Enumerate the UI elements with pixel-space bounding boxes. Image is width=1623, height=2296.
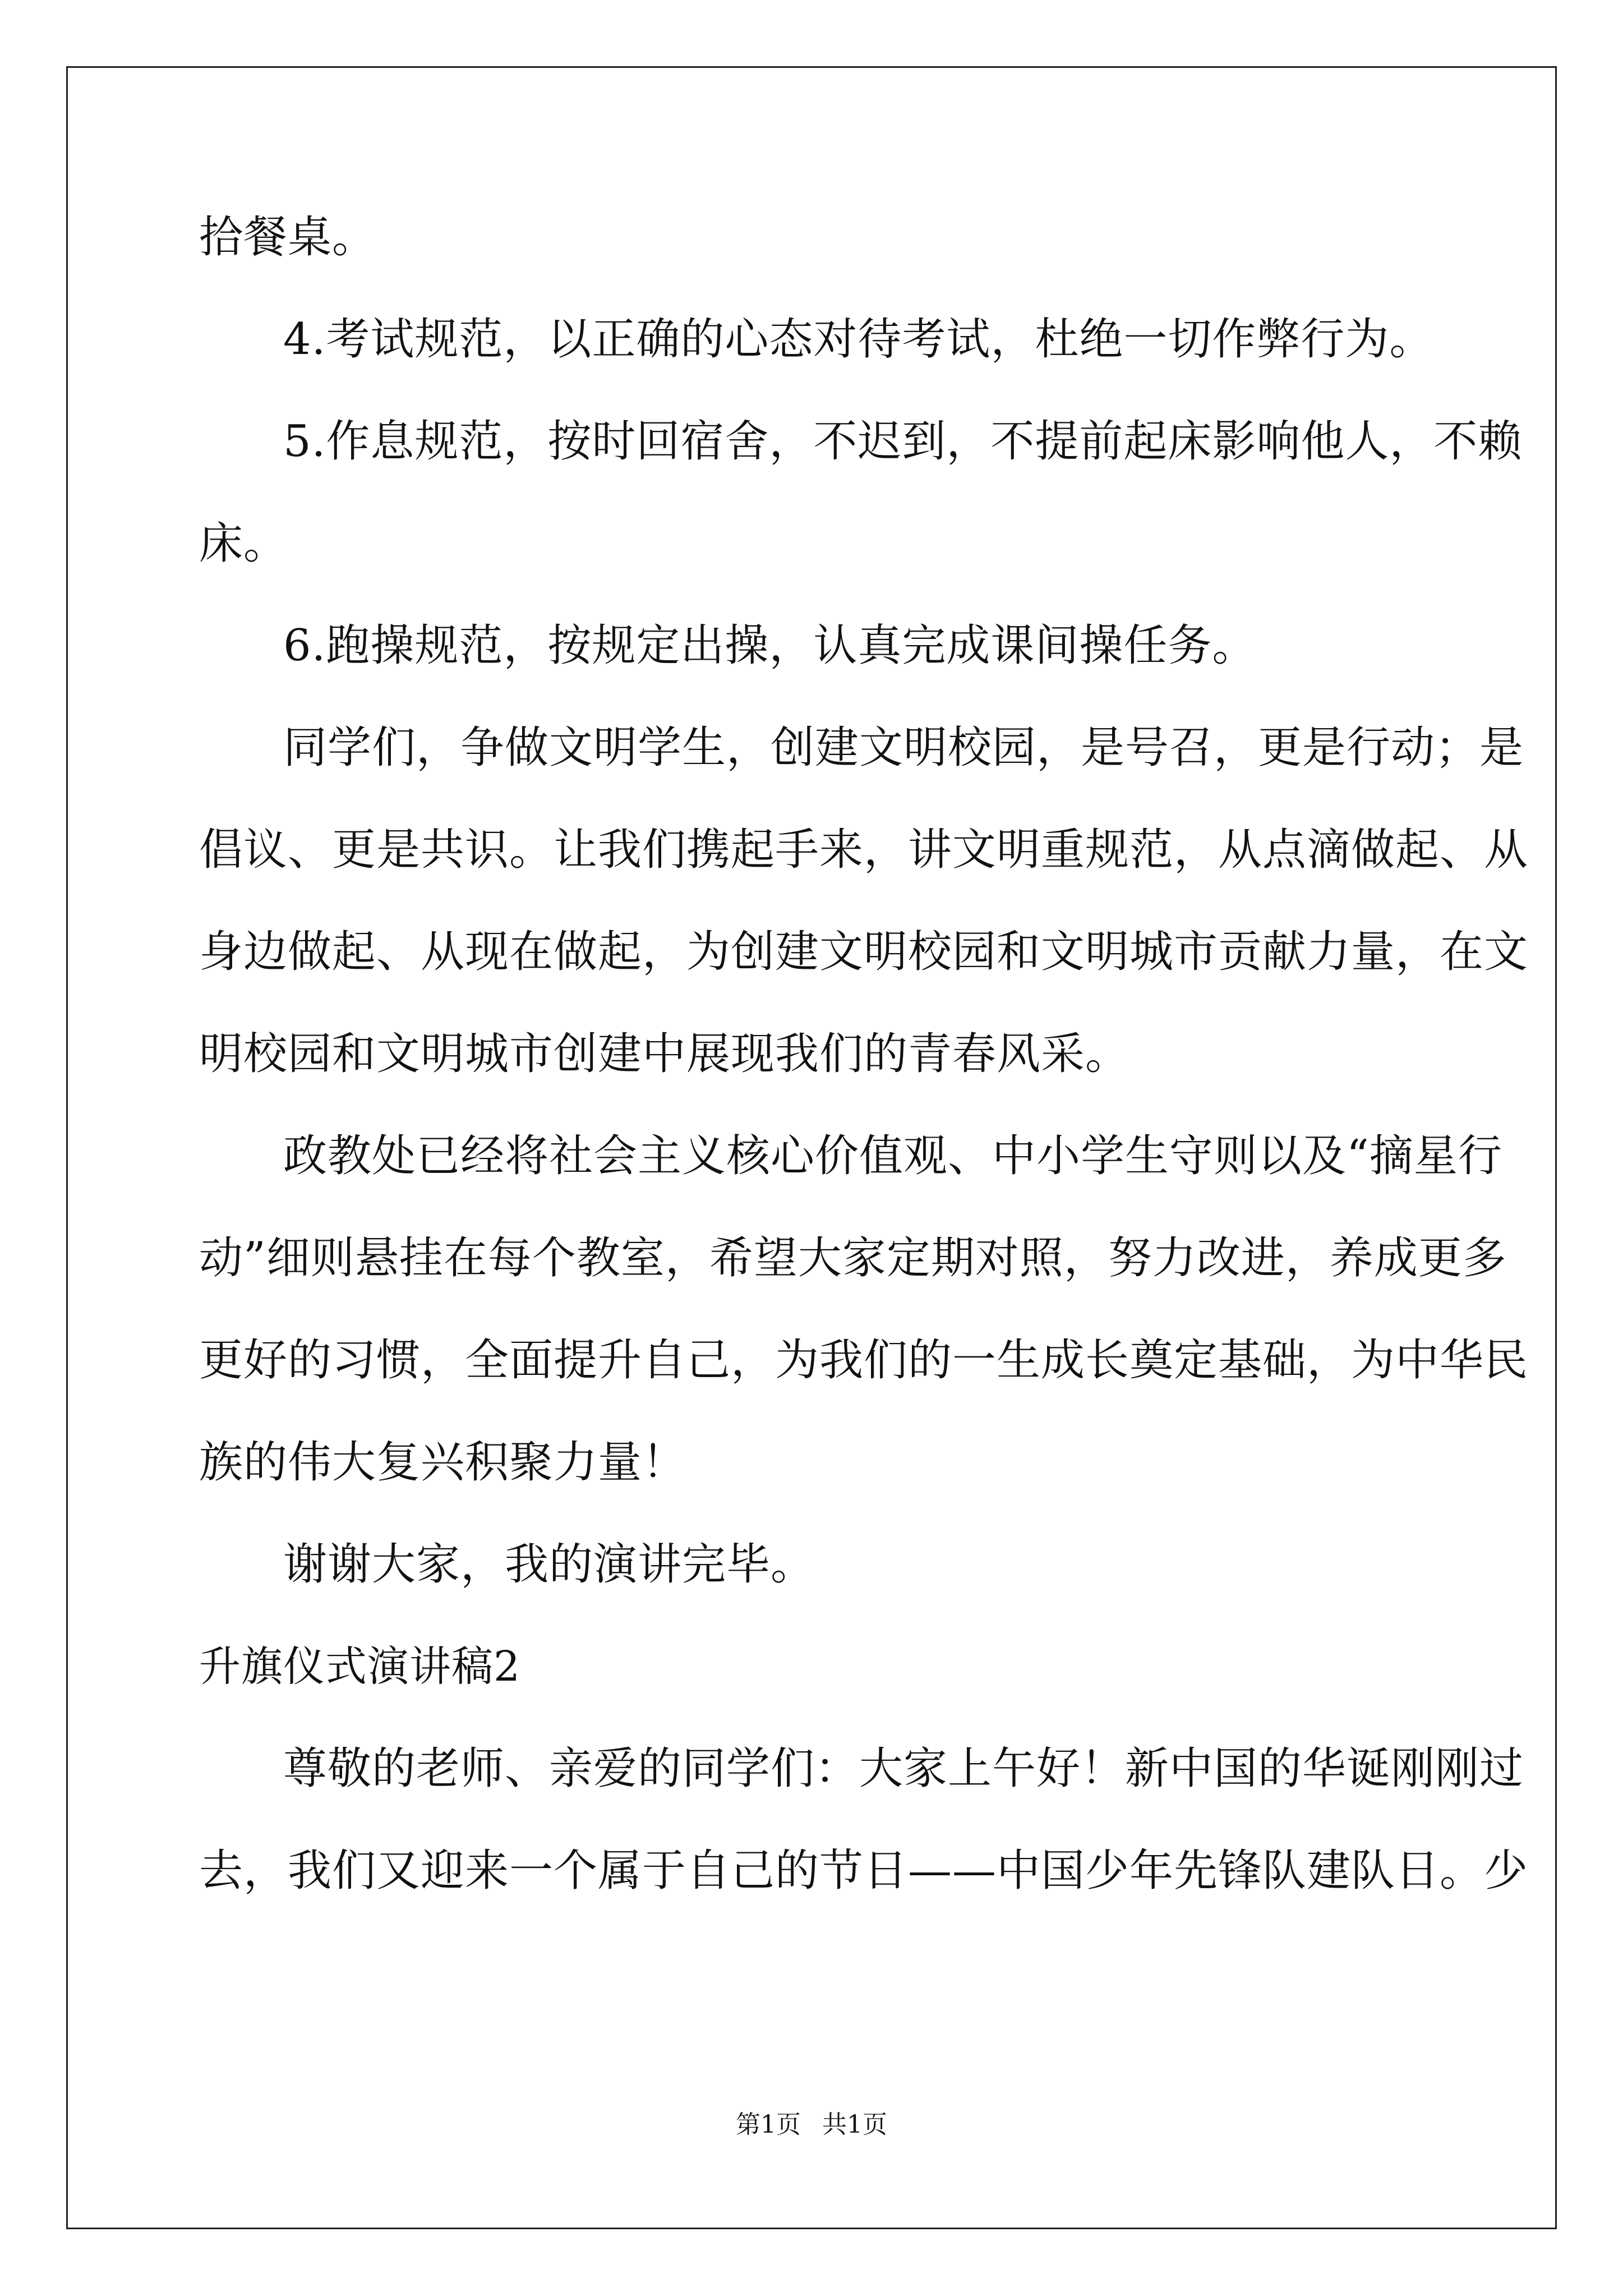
text-line: 政教处已经将社会主义核心价值观、中小学生守则以及“摘星行	[283, 1131, 1502, 1181]
text-line: 明校园和文明城市创建中展现我们的青春风采。	[199, 1029, 1130, 1079]
page-number-current: 第1页	[736, 2110, 801, 2139]
page-footer	[0, 2109, 1623, 2141]
text-line: 6.跑操规范，按规定出操，认真完成课间操任务。	[283, 620, 1257, 671]
text-line: 去，我们又迎来一个属于自己的节日——中国少年先锋队建队日。少	[199, 1846, 1529, 1896]
text-line: 动”细则悬挂在每个教室，希望大家定期对照，努力改进，养成更多	[199, 1233, 1507, 1283]
text-line: 4.考试规范，以正确的心态对待考试，杜绝一切作弊行为。	[283, 314, 1434, 365]
text-line: 族的伟大复兴积聚力量！	[199, 1437, 687, 1488]
text-line: 谢谢大家，我的演讲完毕。	[283, 1539, 815, 1590]
text-line: 尊敬的老师、亲爱的同学们：大家上午好！新中国的华诞刚刚过	[283, 1743, 1524, 1794]
page-number-total: 共1页	[822, 2110, 887, 2139]
text-line: 更好的习惯，全面提升自己，为我们的一生成长奠定基础，为中华民	[199, 1335, 1529, 1386]
text-line: 同学们，争做文明学生，创建文明校园，是号召，更是行动；是	[283, 723, 1524, 773]
section-heading: 升旗仪式演讲稿2	[199, 1642, 521, 1691]
text-line: 拾餐桌。	[199, 212, 377, 263]
text-line: 5.作息规范，按时回宿舍，不迟到，不提前起床影响他人，不赖	[283, 416, 1523, 467]
text-line: 身边做起、从现在做起，为创建文明校园和文明城市贡献力量，在文	[199, 927, 1529, 977]
text-line: 床。	[199, 518, 288, 569]
text-line: 倡议、更是共识。让我们携起手来，讲文明重规范，从点滴做起、从	[199, 825, 1529, 875]
